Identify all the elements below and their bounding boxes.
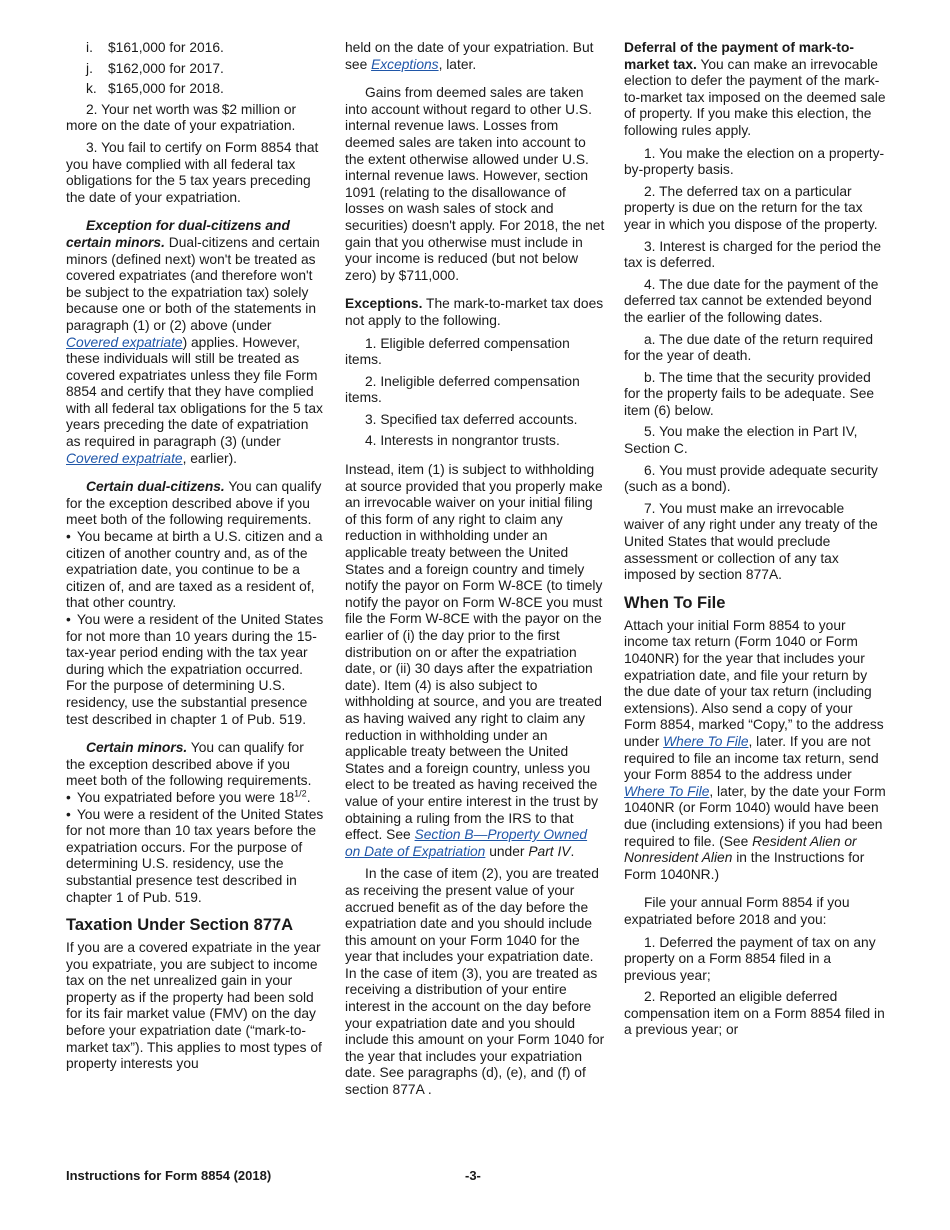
where-to-file-link-2[interactable]: Where To File — [624, 783, 710, 799]
list-item: 3. Interest is charged for the period the tax is deferred. — [624, 238, 881, 271]
list-item: k. $165,000 for 2018. — [86, 81, 224, 97]
list-item: 2. Your net worth was $2 million or more on the date of your expatriation. — [66, 101, 297, 134]
exceptions-paragraph: Exceptions. The mark-to-market tax does not apply to the following. — [345, 296, 604, 328]
exception-paragraph: Exception for dual-citizens and certain minors. Dual-citizens and certain minors (defined next) won't be treated as covered expatriates (and therefore won't be subject to the expatriation tax) solely because one or both of the statements in paragraph (1) or (2) above (under Covered expatriate) applies. However, these individuals will still be treated as covered expatriates unless they file Form 8854 and certify that they have complied with all federal tax obligations for the 5 tax years preceding the date of expatriation as required in paragraph (3) (under Covered expatriate, earlier). — [66, 218, 323, 466]
bullet-item: • You were a resident of the United States for not more than 10 years during the 15-tax-year period ending with the tax year during which the expatriation occurred. For the purpose of determining U.S. residency, use the substantial presence test described in chapter 1 of Pub. 519. — [66, 612, 324, 728]
annual-paragraph: File your annual Form 8854 if you expatriated before 2018 and you: — [624, 895, 850, 927]
column-3 — [624, 40, 886, 1044]
covered-expatriate-link-2[interactable]: Covered expatriate — [66, 450, 183, 466]
list-item: 3. Specified tax deferred accounts. — [365, 411, 578, 427]
list-item: 6. You must provide adequate security (such as a bond). — [624, 462, 878, 495]
deferral-paragraph: Deferral of the payment of mark-to-market tax. You can make an irrevocable election to defer the payment of the mark-to-market tax imposed on the deemed sale of property. If you make this election, the following rules apply. — [624, 40, 886, 138]
bullet-item: • You became at birth a U.S. citizen and a citizen of another country and, as of the expatriation date, you continue to be a citizen of, and are taxed as a resident of, that other country. — [66, 529, 324, 612]
list-item: 7. You must make an irrevocable waiver of any right under any treaty of the United States that would preclude assessment or collection of any tax imposed by section 877A. — [624, 500, 878, 583]
continued-paragraph: held on the date of your expatriation. But see Exceptions, later. — [345, 40, 594, 72]
list-item: 2. Reported an eligible deferred compensation item on a Form 8854 filed in a previous year; or — [624, 989, 885, 1038]
column-1 — [66, 40, 324, 1079]
list-item: j. $162,000 for 2017. — [86, 60, 224, 76]
list-item: 3. You fail to certify on Form 8854 that you have complied with all federal tax obligations for the 5 tax years preceding the date of your expatriation. — [66, 139, 319, 205]
list-item: 4. Interests in nongrantor trusts. — [365, 433, 560, 449]
list-item: 2. The deferred tax on a particular property is due on the return for the tax year in which you dispose of the property. — [624, 183, 878, 232]
list-item: i. $161,000 for 2016. — [86, 40, 224, 55]
section-heading-taxation: Taxation Under Section 877A — [66, 916, 294, 935]
footer-title: Instructions for Form 8854 (2018) — [66, 1168, 272, 1183]
case-paragraph: In the case of item (2), you are treated as receiving the present value of your accrued benefit as of the day before the expatriation date and you should include this amount on your Form 1040 for the year that includes your expatriation date. In the case of item (3), you are treated as receiving a distribution of your entire interest in the account on the day before your expatriation date and you should include this amount on your Form 1040 for the year that includes your expatriation date. See paragraphs (d), (e), and (f) of section 877A . — [345, 866, 605, 1098]
list-item: 2. Ineligible deferred compensation items. — [345, 373, 580, 406]
list-item: 5. You make the election in Part IV, Section C. — [624, 424, 858, 457]
covered-expatriate-link[interactable]: Covered expatriate — [66, 334, 183, 350]
page-number: -3- — [465, 1168, 481, 1183]
section-b-link[interactable]: Section B—Property Owned on Date of Expatriation — [345, 827, 588, 859]
certain-minors-paragraph: Certain minors. You can qualify for the exception described above if you meet both of the following requirements. — [66, 740, 312, 789]
list-item: a. The due date of the return required for the year of death. — [624, 331, 874, 364]
dual-citizens-paragraph: Certain dual-citizens. You can qualify for the exception described above if you meet both of the following requirements. — [66, 479, 322, 528]
when-to-file-paragraph: Attach your initial Form 8854 to your income tax return (Form 1040 or Form 1040NR) for the year that includes your expatriation date, and file your return by the due date of your tax return (including extensions). Also send a copy of your Form 8854, marked “Copy,” to the address under Where To File, later. If you are not required to file an income tax return, send your Form 8854 to the address under Where To File, later, by the date your Form 1040NR (or Form 1040) would have been due (including extensions) if you had been required to file. (See Resident Alien or Nonresident Alien in the Instructions for Form 1040NR.) — [624, 617, 886, 882]
list-item: 1. Deferred the payment of tax on any property on a Form 8854 filed in a previous year; — [624, 934, 876, 983]
column-2 — [345, 40, 605, 1105]
exceptions-link[interactable]: Exceptions — [371, 56, 439, 72]
instead-paragraph: Instead, item (1) is subject to withholding at source provided that you properly make an irrevocable waiver on your initial filing of this form of any right to claim any reduction in withholding under an applicable treaty between the United States and a foreign country and timely notify the payor on Form W-8CE (to timely notify the payor on Form W-8CE you must file the Form W-8CE with the payor on the earlier of (i) the day prior to the first distribution on or after the expatriation date, or (ii) 30 days after the expatriation date). Item (4) is also subject to withholding at source, and you are treated as having waived any right to claim any reduction in withholding under an applicable treaty between the United States and a foreign country, unless you elect to be treated as having received the value of your entire interest in the trust by obtaining a ruling from the IRS to that effect. See Section B—Property Owned on Date of Expatriation under Part IV. — [345, 462, 603, 859]
where-to-file-link[interactable]: Where To File — [663, 733, 749, 749]
bullet-item: • You were a resident of the United States for not more than 10 tax years before the expatriation occurs. For the purpose of determining U.S. residency, use the substantial presence test described in chapter 1 of Pub. 519. — [66, 807, 324, 907]
bullet-item: • You expatriated before you were $18^{1/2}$. — [66, 790, 324, 807]
taxation-paragraph: If you are a covered expatriate in the year you expatriate, you are subject to income tax on the net unrealized gain in your property as if the property had been sold for its fair market value (FMV) on the day before your expatriation date (“mark-to-market tax”). This applies to most types of property interests you — [66, 940, 322, 1072]
list-item: 1. Eligible deferred compensation items. — [345, 335, 570, 368]
gains-paragraph: Gains from deemed sales are taken into account without regard to other U.S. internal revenue laws. Losses from deemed sales are taken into account to the extent otherwise allowed under U.S. internal revenue laws. However, section 1091 (relating to the disallowance of losses on wash sales of stock and securities) doesn't apply. For 2018, the net gain that you otherwise must include in your income is reduced (but not below zero) by $711,000. — [345, 85, 605, 283]
list-item: 1. You make the election on a property-by-property basis. — [624, 145, 885, 178]
list-item: b. The time that the security provided for the property fails to be adequate. See item (6) below. — [624, 369, 875, 418]
section-heading-when-to-file: When To File — [624, 593, 726, 612]
list-item: 4. The due date for the payment of the deferred tax cannot be extended beyond the earlier of the following dates. — [624, 276, 879, 325]
